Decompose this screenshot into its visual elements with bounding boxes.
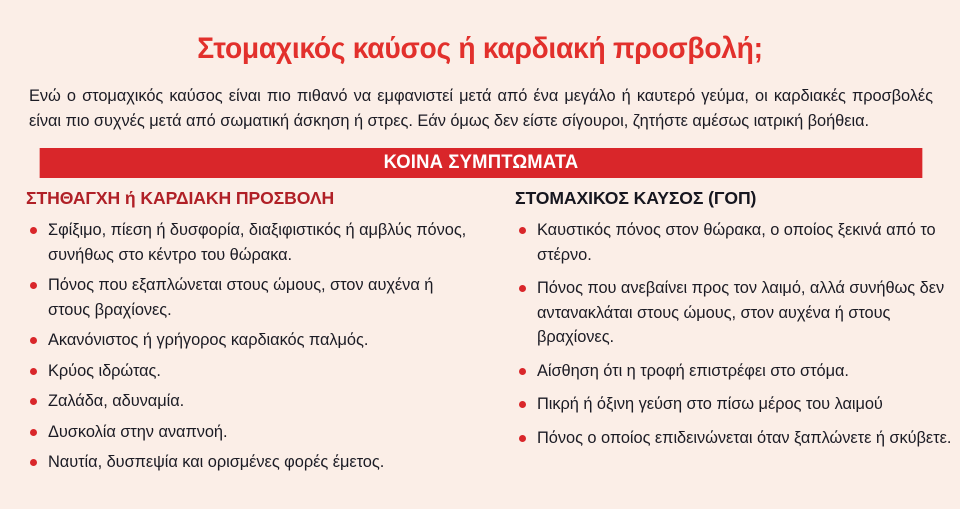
list-item-text: Κρύος ιδρώτας.	[48, 361, 161, 380]
column-heading-cardiac: ΣΤΗΘΑΓΧΗ ή ΚΑΡΔΙΑΚΗ ΠΡΟΣΒΟΛΗ	[26, 188, 335, 209]
list-item	[515, 392, 960, 417]
symptom-list-cardiac	[26, 218, 473, 475]
list-item-text: Πόνος που ανεβαίνει προς τον λαιμό, αλλά συνήθως δεν αντανακλάται στους ώμους, στον αυχένα ή στους βραχίονες.	[537, 279, 945, 347]
list-item-text: Αίσθηση ότι η τροφή επιστρέφει στο στόμα.	[537, 361, 849, 380]
bullet-dot-icon	[30, 227, 37, 234]
list-item	[26, 389, 473, 414]
column-cardiac	[26, 188, 473, 481]
section-banner-label: ΚΟΙΝΑ ΣΥΜΠΤΩΜΑΤΑ	[383, 152, 579, 174]
list-item-text: Σφίξιμο, πίεση ή δυσφορία, διαξιφιστικός ή αμβλύς πόνος, συνήθως στο κέντρο του θώρακα.	[48, 221, 467, 264]
list-item	[515, 276, 960, 350]
bullet-dot-icon	[519, 435, 526, 442]
list-item	[515, 218, 960, 267]
list-item	[26, 328, 473, 353]
list-item	[26, 218, 473, 267]
bullet-dot-icon	[519, 401, 526, 408]
intro-paragraph: Ενώ ο στομαχικός καύσος είναι πιο πιθανό να εμφανιστεί μετά από ένα μεγάλο ή καυτερό γεύμα, οι καρδιακές προσβολές είναι πιο συχνές μετά από σωματική άσκηση ή στρες. Εάν όμως δεν είστε σίγουροι, ζητήστε αμέσως ιατρική βοήθεια.	[29, 87, 933, 131]
list-item	[26, 359, 473, 384]
bullet-dot-icon	[30, 459, 37, 466]
infographic-panel	[0, 20, 960, 509]
list-item-text: Πικρή ή όξινη γεύση στο πίσω μέρος του λαιμού	[537, 395, 883, 414]
column-reflux	[493, 188, 960, 481]
symptom-list-reflux	[515, 218, 960, 450]
list-item-text: Καυστικός πόνος στον θώρακα, ο οποίος ξεκινά από το στέρνο.	[537, 221, 936, 264]
list-item-text: Πόνος που εξαπλώνεται στους ώμους, στον αυχένα ή στους βραχίονες.	[48, 276, 434, 319]
list-item-text: Πόνος ο οποίος επιδεινώνεται όταν ξαπλώνετε ή σκύβετε.	[537, 428, 952, 447]
list-item-text: Δυσκολία στην αναπνοή.	[48, 422, 228, 441]
bullet-dot-icon	[30, 368, 37, 375]
bullet-dot-icon	[30, 429, 37, 436]
list-item-text: Ζαλάδα, αδυναμία.	[48, 392, 185, 411]
bullet-dot-icon	[519, 285, 526, 292]
list-item	[26, 420, 473, 445]
symptom-columns	[26, 188, 952, 481]
column-heading-reflux: ΣΤΟΜΑΧΙΚΟΣ ΚΑΥΣΟΣ (ΓΟΠ)	[515, 188, 757, 209]
list-item-text: Ακανόνιστος ή γρήγορος καρδιακός παλμός.	[48, 331, 369, 350]
bullet-dot-icon	[30, 282, 37, 289]
page-title: Στομαχικός καύσος ή καρδιακή προσβολή;	[197, 32, 763, 66]
list-item	[26, 450, 473, 475]
list-item	[515, 426, 960, 451]
list-item	[26, 273, 473, 322]
bullet-dot-icon	[30, 398, 37, 405]
section-banner	[40, 148, 923, 178]
list-item	[515, 359, 960, 384]
bullet-dot-icon	[519, 368, 526, 375]
list-item-text: Ναυτία, δυσπεψία και ορισμένες φορές έμετος.	[48, 453, 385, 472]
bullet-dot-icon	[519, 227, 526, 234]
bullet-dot-icon	[30, 337, 37, 344]
